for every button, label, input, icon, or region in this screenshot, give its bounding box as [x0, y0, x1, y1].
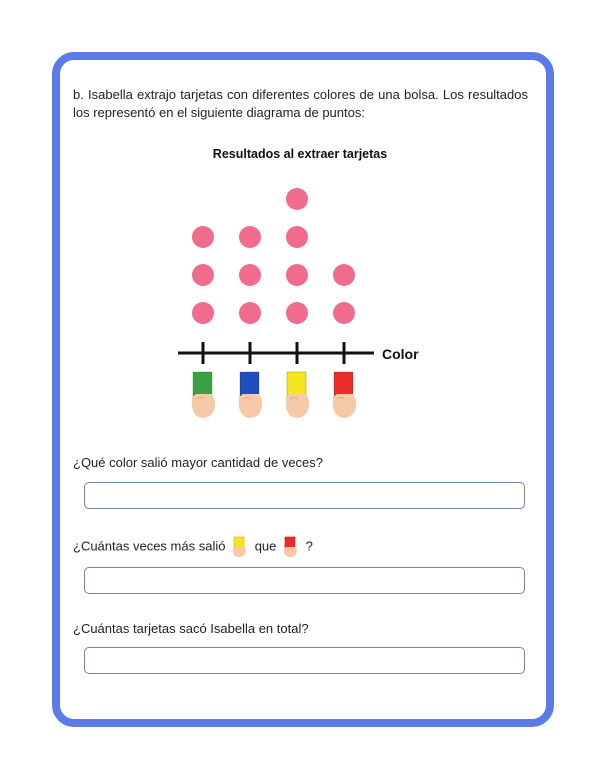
card-amarillo-icon	[286, 372, 309, 418]
dot-verde-3	[192, 226, 214, 248]
answer-box-1[interactable]	[84, 482, 525, 509]
answer-box-2[interactable]	[84, 567, 525, 594]
dot-azul-1	[239, 302, 261, 324]
answer-box-3[interactable]	[84, 647, 525, 674]
question-2-text-b: que	[254, 538, 277, 554]
dot-amarillo-1	[286, 302, 308, 324]
question-1: ¿Qué color salió mayor cantidad de veces?	[73, 455, 324, 470]
dots-layer	[192, 188, 355, 324]
dot-verde-1	[192, 302, 214, 324]
yellow-card-icon	[232, 536, 248, 558]
dot-azul-2	[239, 264, 261, 286]
question-2-text-c: ?	[305, 538, 313, 554]
intro-paragraph: b. Isabella extrajo tarjetas con diferentes colores de una bolsa. Los resultados los representó en el siguiente diagrama de puntos:	[73, 87, 528, 120]
question-2	[73, 536, 313, 558]
card-azul-icon	[239, 372, 262, 418]
dot-amarillo-2	[286, 264, 308, 286]
dot-rojo-1	[333, 302, 355, 324]
dot-azul-3	[239, 226, 261, 248]
axis-label: Color	[382, 346, 419, 362]
question-2-text-a: ¿Cuántas veces más salió	[73, 538, 226, 554]
dot-amarillo-4	[286, 188, 308, 210]
card-rojo-icon	[333, 372, 356, 418]
question-3: ¿Cuántas tarjetas sacó Isabella en total?	[73, 621, 309, 636]
dot-rojo-2	[333, 264, 355, 286]
dot-verde-2	[192, 264, 214, 286]
red-card-icon	[283, 536, 299, 558]
card-verde-icon	[192, 372, 215, 418]
dot-amarillo-3	[286, 226, 308, 248]
cards-layer	[192, 372, 356, 418]
chart-title: Resultados al extraer tarjetas	[212, 147, 388, 161]
